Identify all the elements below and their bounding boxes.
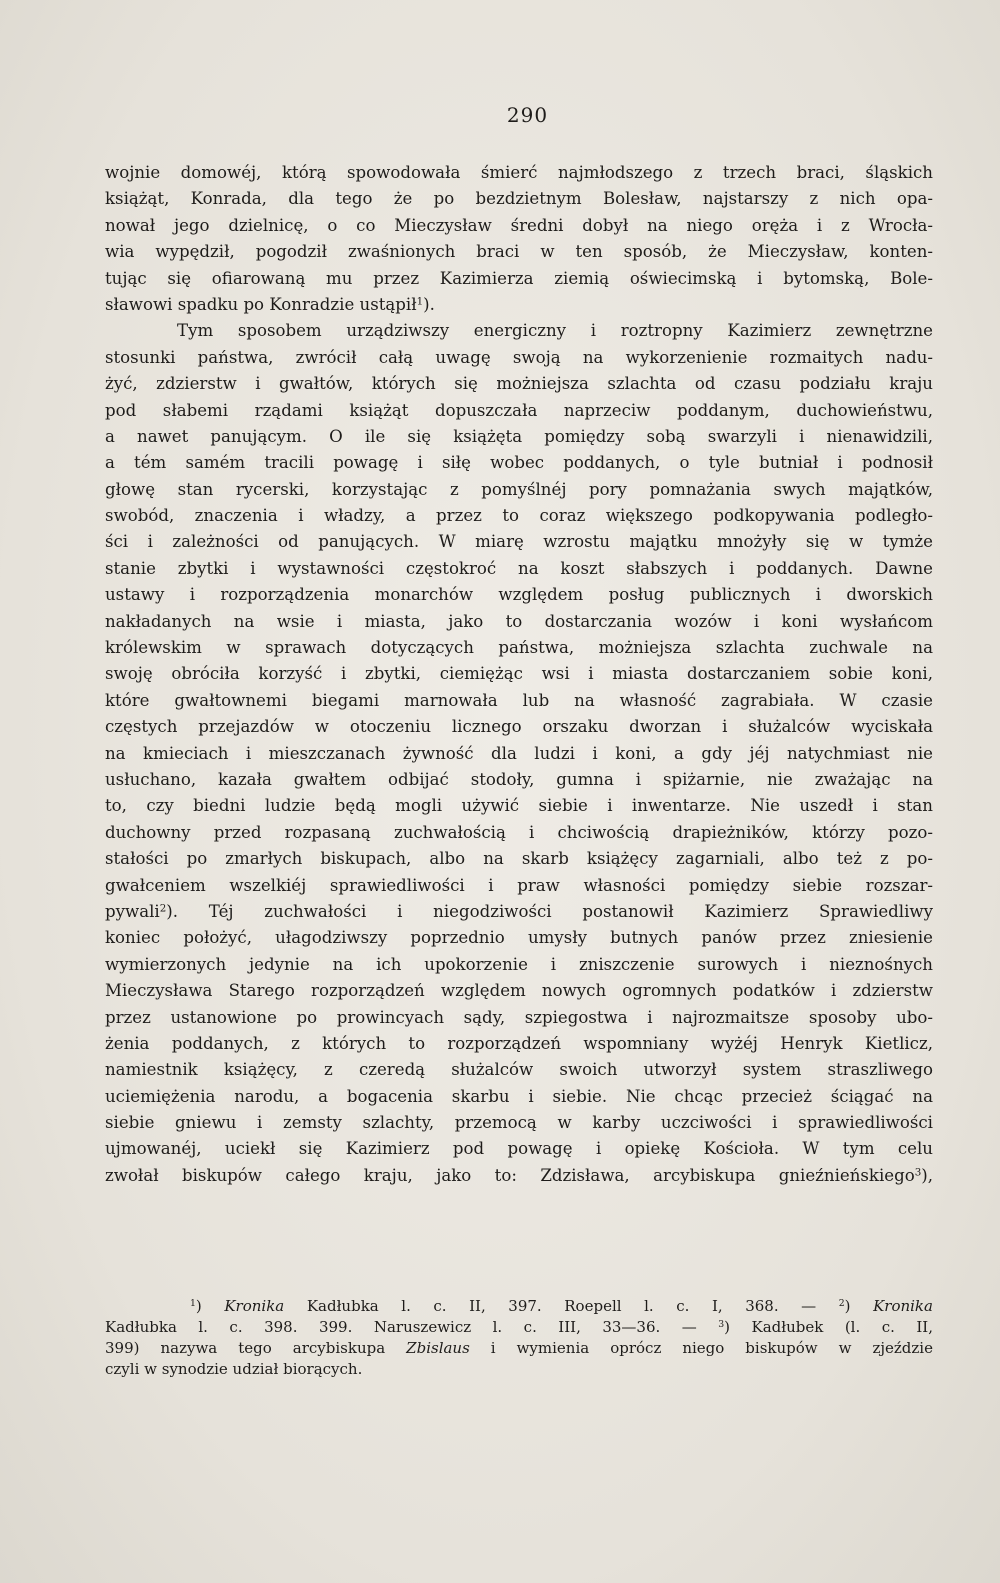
text-line: wymierzonych jedynie na ich upokorzenie i zniszczenie surowych i nieznośnych — [105, 954, 933, 974]
text-line: tując się ofiarowaną mu przez Kazimierza ziemią oświecimską i bytomską, Bole- — [105, 268, 933, 288]
page-number: 290 — [506, 103, 549, 127]
text-line: nakładanych na wsie i miasta, jako to dostarczania wozów i koni wysłańcom — [105, 611, 933, 631]
text-line: namiestnik książęcy, z czeredą służalców swoich utworzył system straszliwego — [105, 1060, 933, 1080]
text-line: siebie gniewu i zemsty szlachty, przemocą w karby uczciwości i sprawiedliwości — [105, 1113, 933, 1133]
text-line: swobód, znaczenia i władzy, a przez to coraz większego podkopywania podległo- — [105, 506, 933, 526]
text-line: zwołał biskupów całego kraju, jako to: Zdzisława, arcybiskupa gnieźnieńskiego$^3$), — [105, 1165, 933, 1185]
text-line: żyć, zdzierstw i gwałtów, których się możniejsza szlachta od czasu podziału kraju — [105, 374, 933, 394]
text-line: wojnie domowéj, którą spowodowała śmierć najmłodszego z trzech braci, śląskich — [105, 163, 933, 182]
text-line: stałości po zmarłych biskupach, albo na skarb książęcy zagarniali, albo też z po- — [105, 849, 933, 869]
text-line: wia wypędził, pogodził zwaśnionych braci w ten sposób, że Mieczysław, konten- — [105, 242, 933, 262]
footnote-ref: 1 — [416, 295, 424, 308]
text-line: na kmieciach i mieszczanach żywność dla ludzi i koni, a gdy jéj natychmiast nie — [105, 743, 933, 763]
text-line: pywali$^2$). Téj zuchwałości i niegodziwości postanowił Kazimierz Sprawiedliwy — [105, 901, 933, 921]
text-line: nował jego dzielnicę, o co Mieczysław średni dobył na niego oręża i z Wrocła- — [105, 215, 933, 235]
text-line: pod słabemi rządami książąt dopuszczała naprzeciw poddanym, duchowieństwu, — [105, 400, 933, 420]
text-line: duchowny przed rozpasaną zuchwałością i chciwością drapieżników, którzy pozo- — [105, 822, 933, 842]
text-line: usłuchano, kazała gwałtem odbijać stodoły, gumna i spiżarnie, nie zważając na — [105, 769, 933, 789]
text-line: królewskim w sprawach dotyczących państwa, możniejsza szlachta zuchwale na — [105, 638, 933, 658]
text-line: sławowi spadku po Konradzie ustąpił$^1$). — [105, 294, 435, 314]
text-line: częstych przejazdów w otoczeniu licznego orszaku dworzan i służalców wyciskała — [105, 717, 933, 737]
text-line: a tém samém tracili powagę i siłę wobec poddanych, o tyle butniał i podnosił — [105, 453, 933, 473]
text-line: które gwałtownemi biegami marnowała lub na własność zagrabiała. W czasie — [105, 690, 933, 710]
text-line: swoję obróciła korzyść i zbytki, ciemiężąc wsi i miasta dostarczaniem sobie koni, — [105, 664, 933, 684]
text-line: przez ustanowione po prowincyach sądy, szpiegostwa i najrozmaitsze sposoby ubo- — [105, 1007, 933, 1027]
text-line: książąt, Konrada, dla tego że po bezdzietnym Bolesław, najstarszy z nich opa- — [105, 189, 933, 209]
text-line: ści i zależności od panujących. W miarę wzrostu majątku mnożyły się w tymże — [105, 532, 933, 552]
text-line: stanie zbytki i wystawności częstokroć na koszt słabszych i poddanych. Dawne — [105, 558, 933, 578]
text-line: Mieczysława Starego rozporządzeń względem nowych ogromnych podatków i zdzierstw — [105, 981, 933, 1001]
text-line: żenia poddanych, z których to rozporządzeń wspomniany wyżéj Henryk Kietlicz, — [105, 1033, 933, 1053]
text-line: koniec położyć, ułagodziwszy poprzednio umysły butnych panów przez zniesienie — [105, 928, 933, 948]
footnote-ref: 3 — [914, 1166, 922, 1179]
footnotes — [105, 1296, 933, 1380]
text-line: ustawy i rozporządzenia monarchów względem posług publicznych i dworskich — [105, 585, 933, 605]
text-line: to, czy biedni ludzie będą mogli używić siebie i inwentarze. Nie uszedł i stan — [105, 796, 933, 816]
text-line: głowę stan rycerski, korzystając z pomyślnéj pory pomnażania swych majątków, — [105, 479, 933, 499]
text-line: uciemiężenia narodu, a bogacenia skarbu i siebie. Nie chcąc przecież ściągać na — [105, 1086, 933, 1106]
footnote-line: czyli w synodzie udział biorących. — [105, 1360, 363, 1378]
main-text — [105, 160, 933, 1189]
text-line: a nawet panującym. O ile się książęta pomiędzy sobą swarzyli i nienawidzili, — [105, 426, 933, 446]
text-line: stosunki państwa, zwrócił całą uwagę swoją na wykorzenienie rozmaitych nadu- — [105, 347, 933, 367]
footnote-line: $^1$) Kronika Kadłubka l. c. II, 397. Roepell l. c. I, 368. — $^2$) Kronika — [190, 1297, 933, 1315]
text-line: gwałceniem wszelkiéj sprawiedliwości i praw własności pomiędzy siebie rozszar- — [105, 875, 933, 895]
text-line: ujmowanéj, uciekł się Kazimierz pod powagę i opiekę Kościoła. W tym celu — [105, 1139, 933, 1159]
footnote-line: 399) nazywa tego arcybiskupa Zbislaus i wymienia oprócz niego biskupów w zjeździe — [105, 1339, 933, 1357]
text-line: Tym sposobem urządziwszy energiczny i roztropny Kazimierz zewnętrzne — [177, 321, 933, 341]
footnote-ref: 2 — [159, 902, 167, 915]
footnote-line: Kadłubka l. c. 398. 399. Naruszewicz l. c. III, 33—36. — $^3$) Kadłubek (l. c. II, — [105, 1318, 933, 1336]
